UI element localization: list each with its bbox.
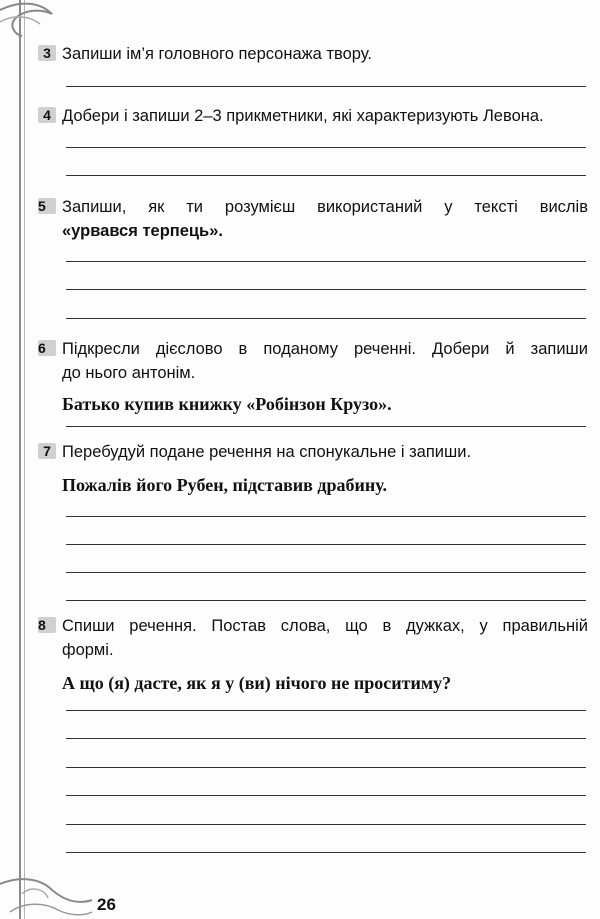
task-number: 7 [38,443,56,459]
task-number: 5 [38,198,56,214]
answer-line[interactable] [66,426,586,427]
task-8 [38,614,588,696]
answer-line[interactable] [66,261,586,262]
answer-line[interactable] [66,738,586,739]
margin-rule-inner [24,0,25,919]
task-number: 8 [38,617,56,633]
task-7 [38,440,588,498]
answer-line[interactable] [66,544,586,545]
margin-rule [19,0,21,919]
task-instruction: Спиши речення. Постав слова, що в дужках, у правильній [62,617,588,635]
answer-line[interactable] [66,824,586,825]
task-instruction: Перебудуй подане речення на спонукальне і запиши. [62,443,472,461]
task-instruction: Запиши ім’я головного персонажа твору. [62,45,372,63]
task-6 [38,337,588,417]
answer-line[interactable] [66,767,586,768]
top-ornament [0,0,70,40]
task-instruction: Підкресли дієслово в поданому реченні. Добери й запиши [62,340,588,358]
task-number: 4 [38,107,56,123]
answer-line[interactable] [66,600,586,601]
task-number: 6 [38,340,56,356]
page-number: 26 [97,895,116,914]
task-instruction-cont: формі. [62,641,114,659]
example-sentence: Батько купив книжку «Робінзон Крузо». [62,394,392,414]
answer-line[interactable] [66,175,586,176]
phrase: «урвався терпець». [62,222,223,240]
answer-line[interactable] [66,795,586,796]
answer-line[interactable] [66,572,586,573]
task-3 [38,42,588,66]
answer-line[interactable] [66,86,586,87]
task-instruction: Добери і запиши 2–3 прикметники, які характеризують Левона. [62,107,544,125]
example-sentence: Пожалів його Рубен, підставив драбину. [62,475,387,495]
example-sentence: А що (я) дасте, як я у (ви) нічого не проситиму? [62,673,452,693]
answer-line[interactable] [66,147,586,148]
task-5 [38,195,588,243]
task-instruction-cont: до нього антонім. [62,364,196,382]
task-number: 3 [38,45,56,61]
answer-line[interactable] [66,710,586,711]
task-4 [38,104,588,128]
task-instruction: Запиши, як ти розумієш використаний у тексті вислів [62,198,588,216]
answer-line[interactable] [66,516,586,517]
answer-line[interactable] [66,289,586,290]
answer-line[interactable] [66,852,586,853]
answer-line[interactable] [66,318,586,319]
